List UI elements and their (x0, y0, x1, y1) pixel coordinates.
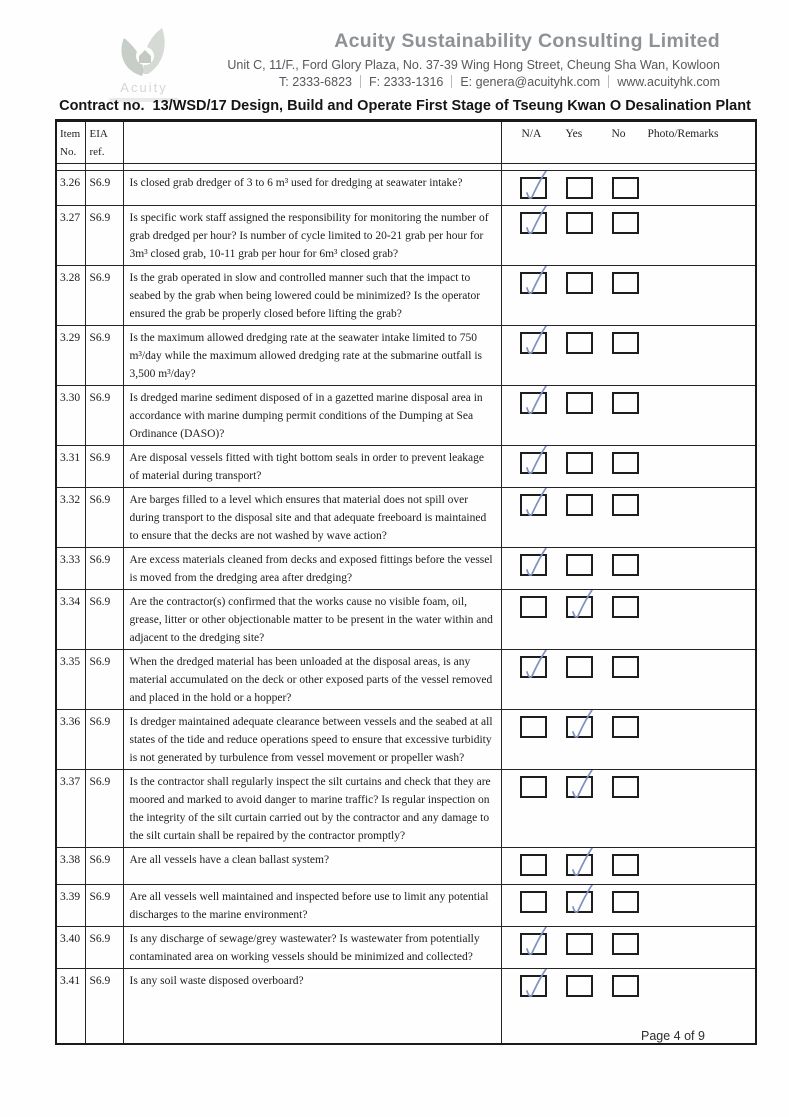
checklist-row (56, 548, 756, 590)
row-eia-ref: S6.9 (85, 590, 123, 650)
na-checkbox[interactable] (520, 975, 547, 997)
row-question: Is the grab operated in slow and controlled manner such that the impact to seabed by the grab when being lowered could be minimized? Is the operator ensured the grab be properly closed before lifting the grab? (129, 272, 481, 320)
yes-checkbox[interactable] (566, 212, 593, 234)
leaf-logo-icon (112, 26, 176, 78)
na-checkbox[interactable] (520, 494, 547, 516)
no-checkbox[interactable] (612, 854, 639, 876)
row-question: Is specific work staff assigned the responsibility for monitoring the number of grab dredged per hour? Is number of cycle limited to 20-21 grab per hour for 3m³ closed grab, 10-11 grab per hour for 6m³ closed grab? (129, 212, 489, 260)
row-item-no: 3.26 (56, 171, 85, 206)
na-checkbox[interactable] (520, 656, 547, 678)
yes-checkbox[interactable] (566, 596, 593, 618)
row-question: Is the contractor shall regularly inspect the silt curtains and check that they are moored and marked to avoid danger to marine traffic? Is regular inspection on the integrity of the silt curtain carried out by the contractor and any damage to the silt curtain shall be repaired by the contractor promptly? (129, 776, 491, 842)
row-eia-ref: S6.9 (85, 386, 123, 446)
col-header-question-empty (123, 121, 501, 164)
row-item-no: 3.31 (56, 446, 85, 488)
row-eia-ref: S6.9 (85, 927, 123, 969)
checkmark-icon (565, 590, 599, 622)
checkmark-icon (519, 488, 553, 520)
na-checkbox[interactable] (520, 716, 547, 738)
row-item-no: 3.37 (56, 770, 85, 848)
na-checkbox[interactable] (520, 452, 547, 474)
row-eia-ref: S6.9 (85, 326, 123, 386)
contact-tel: T: 2333-6823 (279, 75, 352, 89)
na-checkbox[interactable] (520, 392, 547, 414)
checklist-row (56, 206, 756, 266)
row-item-no: 3.36 (56, 710, 85, 770)
contact-email: E: genera@acuityhk.com (460, 75, 601, 89)
no-checkbox[interactable] (612, 392, 639, 414)
checklist-row (56, 446, 756, 488)
yes-checkbox[interactable] (566, 272, 593, 294)
no-checkbox[interactable] (612, 272, 639, 294)
na-checkbox[interactable] (520, 554, 547, 576)
no-checkbox[interactable] (612, 452, 639, 474)
checklist-row (56, 650, 756, 710)
checkmark-icon (519, 386, 553, 418)
na-checkbox[interactable] (520, 332, 547, 354)
checklist-table (55, 119, 757, 1045)
yes-checkbox[interactable] (566, 975, 593, 997)
col-header-photo-remarks: Photo/Remarks (647, 128, 719, 140)
letterhead (200, 30, 720, 89)
table-header-row (56, 121, 756, 164)
checkmark-icon (519, 927, 553, 959)
no-checkbox[interactable] (612, 776, 639, 798)
no-checkbox[interactable] (612, 596, 639, 618)
na-checkbox[interactable] (520, 891, 547, 913)
contact-fax: F: 2333-1316 (368, 75, 444, 89)
row-question: Are all vessels well maintained and inspected before use to limit any potential discharges to the marine environment? (129, 891, 489, 921)
row-eia-ref: S6.9 (85, 969, 123, 1044)
checkmark-icon (519, 969, 553, 1001)
row-question: Is any soil waste disposed overboard? (129, 975, 304, 987)
yes-checkbox[interactable] (566, 776, 593, 798)
yes-checkbox[interactable] (566, 854, 593, 876)
row-item-no: 3.29 (56, 326, 85, 386)
logo-wordmark: Acuity (120, 80, 168, 95)
row-item-no: 3.35 (56, 650, 85, 710)
row-question: Are disposal vessels fitted with tight bottom seals in order to prevent leakage of material during transport? (129, 452, 485, 482)
col-header-item-no: No. (60, 146, 77, 158)
row-question: When the dredged material has been unloaded at the disposal areas, is any material accumulated on the deck or other exposed parts of the vessel removed and placed in the hold or a hopper? (129, 656, 493, 704)
row-eia-ref: S6.9 (85, 206, 123, 266)
na-checkbox[interactable] (520, 854, 547, 876)
yes-checkbox[interactable] (566, 332, 593, 354)
yes-checkbox[interactable] (566, 933, 593, 955)
header-double-line-spacer (56, 164, 756, 171)
col-header-item: Item (60, 128, 81, 140)
no-checkbox[interactable] (612, 716, 639, 738)
row-eia-ref: S6.9 (85, 848, 123, 885)
row-question: Are barges filled to a level which ensures that material does not spill over during transport to the disposal site and that adequate freeboard is maintained to ensure that the decks are not washed by wave action? (129, 494, 487, 542)
row-eia-ref: S6.9 (85, 710, 123, 770)
na-checkbox[interactable] (520, 933, 547, 955)
row-item-no: 3.33 (56, 548, 85, 590)
contact-separator (360, 75, 361, 88)
row-eia-ref: S6.9 (85, 488, 123, 548)
row-item-no: 3.27 (56, 206, 85, 266)
no-checkbox[interactable] (612, 332, 639, 354)
contact-web: www.acuityhk.com (617, 75, 720, 89)
row-eia-ref: S6.9 (85, 650, 123, 710)
checklist-row (56, 848, 756, 885)
col-header-no: No (611, 128, 626, 140)
checklist-row (56, 927, 756, 969)
checkmark-icon (519, 650, 553, 682)
yes-checkbox[interactable] (566, 177, 593, 199)
row-question: Are excess materials cleaned from decks and exposed fittings before the vessel is moved from the dredging area after dredging? (129, 554, 493, 584)
checklist-row (56, 590, 756, 650)
company-contact (200, 75, 720, 89)
checklist-row (56, 488, 756, 548)
row-item-no: 3.39 (56, 885, 85, 927)
no-checkbox[interactable] (612, 177, 639, 199)
company-name: Acuity Sustainability Consulting Limited (334, 30, 720, 52)
no-checkbox[interactable] (612, 656, 639, 678)
yes-checkbox[interactable] (566, 656, 593, 678)
no-checkbox[interactable] (612, 975, 639, 997)
checklist-row (56, 710, 756, 770)
row-item-no: 3.38 (56, 848, 85, 885)
no-checkbox[interactable] (612, 891, 639, 913)
contact-separator (451, 75, 452, 88)
checkmark-icon (519, 206, 553, 238)
checkmark-icon (565, 770, 599, 802)
na-checkbox[interactable] (520, 272, 547, 294)
row-eia-ref: S6.9 (85, 171, 123, 206)
row-question: Are all vessels have a clean ballast system? (129, 854, 330, 866)
checklist-row (56, 266, 756, 326)
row-question: Is any discharge of sewage/grey wastewater? Is wastewater from potentially contaminated area on working vessels should be minimized and collected? (129, 933, 480, 963)
checkmark-icon (519, 326, 553, 358)
acuity-logo (96, 26, 192, 104)
row-eia-ref: S6.9 (85, 446, 123, 488)
yes-checkbox[interactable] (566, 716, 593, 738)
row-eia-ref: S6.9 (85, 266, 123, 326)
checkmark-icon (519, 446, 553, 478)
row-item-no: 3.34 (56, 590, 85, 650)
checklist-row (56, 386, 756, 446)
checkmark-icon (565, 710, 599, 742)
col-header-yes: Yes (565, 128, 583, 140)
contract-title: Contract no. 13/WSD/17 Design, Build and Operate First Stage of Tseung Kwan O Desalination Plant (59, 98, 751, 114)
company-address: Unit C, 11/F., Ford Glory Plaza, No. 37-39 Wing Hong Street, Cheung Sha Wan, Kowloon (227, 58, 720, 72)
checkmark-icon (519, 548, 553, 580)
row-eia-ref: S6.9 (85, 770, 123, 848)
no-checkbox[interactable] (612, 554, 639, 576)
yes-checkbox[interactable] (566, 891, 593, 913)
yes-checkbox[interactable] (566, 494, 593, 516)
checklist-row (56, 326, 756, 386)
contact-separator (608, 75, 609, 88)
checklist-row (56, 885, 756, 927)
row-item-no: 3.41 (56, 969, 85, 1044)
yes-checkbox[interactable] (566, 392, 593, 414)
row-eia-ref: S6.9 (85, 548, 123, 590)
checkmark-icon (565, 885, 599, 917)
na-checkbox[interactable] (520, 596, 547, 618)
row-item-no: 3.30 (56, 386, 85, 446)
checklist-row (56, 770, 756, 848)
row-question: Is closed grab dredger of 3 to 6 m³ used for dredging at seawater intake? (129, 177, 463, 189)
col-header-eia-ref: EIA ref. (89, 128, 108, 158)
row-question: Is the maximum allowed dredging rate at the seawater intake limited to 750 m³/day while the maximum allowed dredging rate at the submarine outfall is 3,500 m³/day? (129, 332, 483, 380)
yes-checkbox[interactable] (566, 452, 593, 474)
row-eia-ref: S6.9 (85, 885, 123, 927)
row-question: Are the contractor(s) confirmed that the works cause no visible foam, oil, grease, litter or other objectionable matter to be present in the water within and adjacent to the dredging site? (129, 596, 493, 644)
row-item-no: 3.40 (56, 927, 85, 969)
row-item-no: 3.28 (56, 266, 85, 326)
na-checkbox[interactable] (520, 177, 547, 199)
no-checkbox[interactable] (612, 933, 639, 955)
yes-checkbox[interactable] (566, 554, 593, 576)
col-header-na: N/A (521, 128, 542, 140)
checklist-row (56, 171, 756, 206)
na-checkbox[interactable] (520, 776, 547, 798)
page-number: Page 4 of 9 (641, 1029, 705, 1043)
checkmark-icon (519, 266, 553, 298)
checkmark-icon (565, 848, 599, 880)
no-checkbox[interactable] (612, 212, 639, 234)
checkmark-icon (519, 171, 553, 203)
no-checkbox[interactable] (612, 494, 639, 516)
checklist-body (56, 121, 756, 1044)
row-item-no: 3.32 (56, 488, 85, 548)
row-question: Is dredger maintained adequate clearance between vessels and the seabed at all states of the tide and reduce operations speed to ensure that excessive turbidity is not generated by turbulence from vessel movement or propeller wash? (129, 716, 493, 764)
na-checkbox[interactable] (520, 212, 547, 234)
row-question: Is dredged marine sediment disposed of in a gazetted marine disposal area in accordance with marine dumping permit conditions of the Dumping at Sea Ordinance (DASO)? (129, 392, 483, 440)
